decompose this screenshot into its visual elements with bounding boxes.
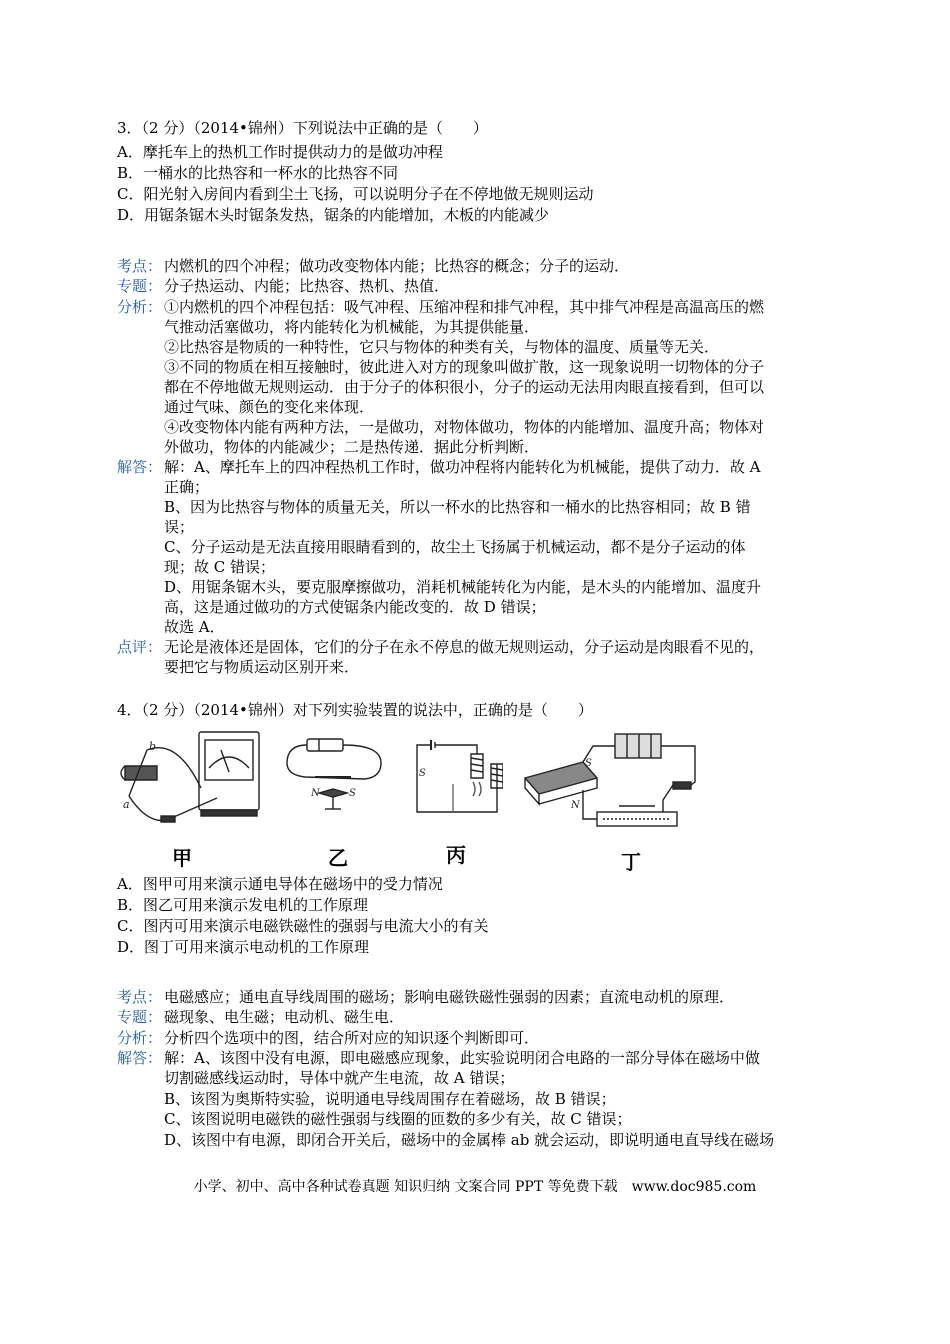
q3-jieda-line: 故选 A． <box>164 618 225 636</box>
figure-caption-bing: 丙 <box>446 843 466 867</box>
label-s: S <box>585 758 592 769</box>
q3-fenxi-line: ③不同的物质在相互接触时，彼此进入对方的现象叫做扩散，这一现象说明一切物体的分子 <box>164 358 765 376</box>
q4-jieda-line: B、该图为奥斯特实验，说明通电导线周围存在着磁场，故 B 错误； <box>164 1090 616 1108</box>
q3-fenxi-line: 都在不停地做无规则运动．由于分子的体积很小，分子的运动无法用肉眼直接看到，但可以 <box>164 378 765 396</box>
q3-jieda-line: 正确； <box>164 478 210 496</box>
q4-jieda-label: 解答： <box>117 1049 163 1067</box>
q3-fenxi-line: ①内燃机的四个冲程包括：吸气冲程、压缩冲程和排气冲程，其中排气冲程是高温高压的燃 <box>164 298 765 316</box>
q3-fenxi-line: 外做功，物体的内能减少；二是热传递．据此分析判断． <box>164 438 540 456</box>
galvanometer <box>199 732 259 816</box>
q3-fenxi-line: 通过气味、颜色的变化来体现． <box>164 398 375 416</box>
switch <box>161 816 175 822</box>
q4-stem: 4．（2 分）（2014•锦州）对下列实验装置的说法中，正确的是（ ） <box>117 701 593 719</box>
q4-jieda-line: 切割磁感线运动时，导体中就产生电流，故 A 错误； <box>164 1069 515 1087</box>
figure-ding-diagram <box>523 730 703 840</box>
q3-dianping-line: 要把它与物质运动区别开来． <box>164 658 360 676</box>
label-s: S <box>349 788 356 799</box>
page-footer: 小学、初中、高中各种试卷真题 知识归纳 文案合同 PPT 等免费下载 www.doc985.com <box>193 1179 757 1195</box>
q3-fenxi-line: ②比热容是物质的一种特性，它只与物体的种类有关，与物体的温度、质量等无关． <box>164 338 720 356</box>
label-n: N <box>311 788 320 799</box>
figure-caption-jia: 甲 <box>172 846 192 870</box>
label-a: a <box>123 798 130 811</box>
q4-fenxi: 分析四个选项中的图，结合所对应的知识逐个判断即可． <box>164 1029 540 1047</box>
q3-kaodian-label: 考点： <box>117 257 163 275</box>
q4-fenxi-label: 分析： <box>117 1029 163 1047</box>
q4-jieda-line: 解：A、该图中没有电源，即电磁感应现象，此实验说明闭合电路的一部分导体在磁场中做 <box>164 1049 760 1067</box>
q3-jieda-line: 误； <box>164 518 195 536</box>
q3-jieda-line: 现；故 C 错误； <box>164 558 276 576</box>
q4-jieda-line: D、该图中有电源，即闭合开关后，磁场中的金属棒 ab 就会运动，即说明通电直导线在磁场 <box>164 1131 775 1149</box>
q4-zhuanti: 磁现象、电生磁；电动机、磁生电． <box>164 1008 405 1026</box>
q3-jieda-line: D、用锯条锯木头，要克服摩擦做功，消耗机械能转化为内能，是木头的内能增加、温度升 <box>164 578 762 596</box>
q4-option-d: D．图丁可用来演示电动机的工作原理 <box>117 938 370 956</box>
battery <box>307 739 343 751</box>
q3-option-d: D．用锯条锯木头时锯条发热，锯条的内能增加，木板的内能减少 <box>117 206 550 224</box>
q3-fenxi-line: ④改变物体内能有两种方法，一是做功，对物体做功，物体的内能增加、温度升高；物体对 <box>164 418 765 436</box>
q4-jieda-line: C、该图说明电磁铁的磁性强弱与线圈的匝数的多少有关，故 C 错误； <box>164 1110 632 1128</box>
q3-option-b: B．一桶水的比热容和一杯水的比热容不同 <box>117 164 399 182</box>
q4-kaodian-label: 考点： <box>117 988 163 1006</box>
rheostat <box>597 806 677 826</box>
q3-zhuanti: 分子热运动、内能；比热容、热机、热值． <box>164 277 450 295</box>
label-s: S <box>419 768 426 779</box>
battery-pack <box>615 734 661 758</box>
q4-option-b: B．图乙可用来演示发电机的工作原理 <box>117 896 369 914</box>
q3-option-a: A．摩托车上的热机工作时提供动力的是做功冲程 <box>117 143 443 161</box>
q4-kaodian: 电磁感应；通电直导线周围的磁场；影响电磁铁磁性强弱的因素；直流电动机的原理． <box>164 988 735 1006</box>
q3-kaodian: 内燃机的四个冲程；做功改变物体内能；比热容的概念；分子的运动． <box>164 257 630 275</box>
q4-option-c: C．图丙可用来演示电磁铁磁性的强弱与电流大小的有关 <box>117 917 489 935</box>
q3-jieda-line: 解：A、摩托车上的四冲程热机工作时，做功冲程将内能转化为机械能，提供了动力．故 A <box>164 458 761 476</box>
q4-zhuanti-label: 专题： <box>117 1008 163 1026</box>
label-b: b <box>149 740 157 753</box>
compass-needle <box>319 789 347 809</box>
horseshoe-magnet <box>121 766 157 780</box>
figure-caption-yi: 乙 <box>328 846 348 870</box>
q3-dianping-label: 点评： <box>117 638 163 656</box>
figure-bing-diagram <box>413 734 503 816</box>
q3-jieda-line: B、因为比热容与物体的质量无关，所以一杯水的比热容和一桶水的比热容相同；故 B 错 <box>164 498 751 516</box>
q3-fenxi-line: 气推动活塞做功，将内能转化为机械能，为其提供能量． <box>164 318 540 336</box>
switch <box>673 782 691 789</box>
q3-dianping-line: 无论是液体还是固体，它们的分子在永不停息的做无规则运动，分子运动是肉眼看不见的， <box>164 638 765 656</box>
electromagnet-coils <box>471 754 503 796</box>
q3-zhuanti-label: 专题： <box>117 277 163 295</box>
q3-stem: 3．（2 分）（2014•锦州）下列说法中正确的是（ ） <box>117 119 488 137</box>
label-n: N <box>571 800 580 811</box>
figure-jia-diagram <box>117 728 267 828</box>
figure-yi-diagram <box>285 733 385 813</box>
q3-fenxi-label: 分析： <box>117 298 163 316</box>
q3-jieda-label: 解答： <box>117 458 163 476</box>
q3-option-c: C．阳光射入房间内看到尘土飞扬，可以说明分子在不停地做无规则运动 <box>117 185 594 203</box>
figure-caption-ding: 丁 <box>621 850 641 874</box>
q3-jieda-line: 高，这是通过做功的方式使锯条内能改变的．故 D 错误； <box>164 598 546 616</box>
q3-jieda-line: C、分子运动是无法直接用眼睛看到的，故尘土飞扬属于机械运动，都不是分子运动的体 <box>164 538 746 556</box>
q4-option-a: A．图甲可用来演示通电导体在磁场中的受力情况 <box>117 875 443 893</box>
